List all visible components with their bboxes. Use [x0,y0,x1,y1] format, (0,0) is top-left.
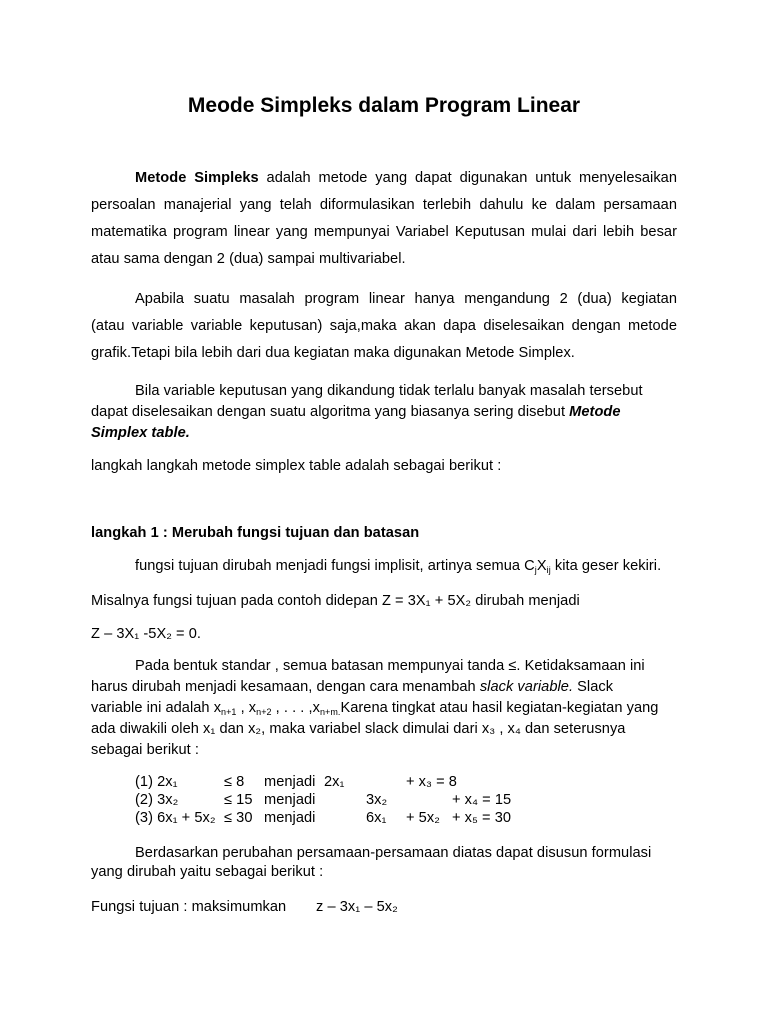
para3-line3 [91,425,190,441]
para8-line3-b: , . . . ,x [271,700,320,716]
para8-line3-sub2: n+2 [256,707,272,717]
para3-line2 [91,404,621,420]
constraint-c3: + x₃ = 8 [406,774,457,790]
para3-line1: Bila variable keputusan yang dikandung tidak terlalu banyak masalah tersebut [135,383,643,399]
para7: Z – 3X₁ -5X₂ = 0. [91,626,201,642]
para8-line2-italic: slack variable. [479,679,574,695]
para8-line3-sub1: n+1 [221,707,237,717]
para9-line2: yang dirubah yaitu sebagai berikut : [91,864,324,880]
heading-langkah-1: langkah 1 : Merubah fungsi tujuan dan batasan [91,525,420,541]
constraint-c1: 3x₂ [366,792,388,808]
para8-line1: Pada bentuk standar , semua batasan mempunyai tanda ≤. Ketidaksamaan ini [135,658,645,674]
constraint-num: (3) 6x₁ + 5x₂ [135,810,216,826]
para9-line1: Berdasarkan perubahan persamaan-persamaan diatas dapat disusun formulasi [135,845,652,861]
para3-line2-bold: Metode [569,404,621,420]
para1-line3: matematika program linear yang mempunyai Variabel Keputusan mulai dari lebih besar [91,224,677,240]
constraint-rel: ≤ 15 [224,792,253,808]
para1-line4: atau sama dengan 2 (dua) sampai multivariabel. [91,251,406,267]
para3-line2-text: dapat diselesaikan dengan suatu algoritma yang biasanya sering disebut [91,404,566,420]
para8-line3-pre: variable ini adalah x [91,700,222,716]
para2-line1: Apabila suatu masalah program linear hanya mengandung 2 (dua) kegiatan [135,291,677,307]
para8-line5: sebagai berikut : [91,742,199,758]
para1-line2: persoalan manajerial yang telah diformulasikan terlebih dahulu ke dalam persamaan [91,197,677,213]
para6: Misalnya fungsi tujuan pada contoh didepan Z = 3X₁ + 5X₂ dirubah menjadi [91,593,580,609]
para2-line3: grafik.Tetapi bila lebih dari dua kegiatan maka digunakan Metode Simplex. [91,345,575,361]
para2-line2: (atau variable variable keputusan) saja,maka akan dapa diselesaikan dengan metode [91,318,677,334]
constraint-c3: + x₄ = 15 [452,792,512,808]
constraint-c1: 6x₁ [366,810,387,826]
para3-line3-bold: Simplex table. [91,425,190,441]
constraint-word: menjadi [264,810,316,826]
para8-line3-a: , x [236,700,257,716]
para8-line3-post: Karena tingkat atau hasil kegiatan-kegiatan yang [340,700,659,716]
page-title: Meode Simpleks dalam Program Linear [187,94,581,117]
objective-label: Fungsi tujuan : maksimumkan [91,899,287,915]
para5-sub2: ij [546,565,551,575]
para8-line3 [91,700,658,716]
para1-line1-rest: adalah metode yang dapat digunakan untuk menyelesaikan [266,170,678,186]
constraint-c2: + 5x₂ [406,810,440,826]
constraint-c3: + x₅ = 30 [452,810,512,826]
constraint-num: (1) 2x₁ [135,774,178,790]
constraint-word: menjadi [264,792,316,808]
constraint-num: (2) 3x₂ [135,792,179,808]
para8-line2 [91,679,613,695]
para5 [135,558,661,574]
para5-mid: X [536,558,547,574]
para5-post: kita geser kekiri. [550,558,662,574]
para5-pre: fungsi tujuan dirubah menjadi fungsi implisit, artinya semua C [135,558,535,574]
para4: langkah langkah metode simplex table adalah sebagai berikut : [91,458,502,474]
constraint-rel: ≤ 30 [224,810,253,826]
objective-expression: z – 3x₁ – 5x₂ [316,899,398,915]
constraint-word: menjadi [264,774,316,790]
para1-lead: Metode Simpleks [135,170,259,186]
para8-line2-post: Slack [573,679,614,695]
para8-line2-pre: harus dirubah menjadi kesamaan, dengan cara menambah [91,679,480,695]
para1-line1 [135,170,677,186]
constraint-rel: ≤ 8 [224,774,245,790]
para8-line4: ada diwakili oleh x₁ dan x₂, maka variabel slack dimulai dari x₃ , x₄ dan seterusnya [91,721,626,737]
para5-sub1: j [534,565,537,575]
constraint-c1: 2x₁ [324,774,345,790]
para8-line3-sub3: n+m. [319,707,341,717]
